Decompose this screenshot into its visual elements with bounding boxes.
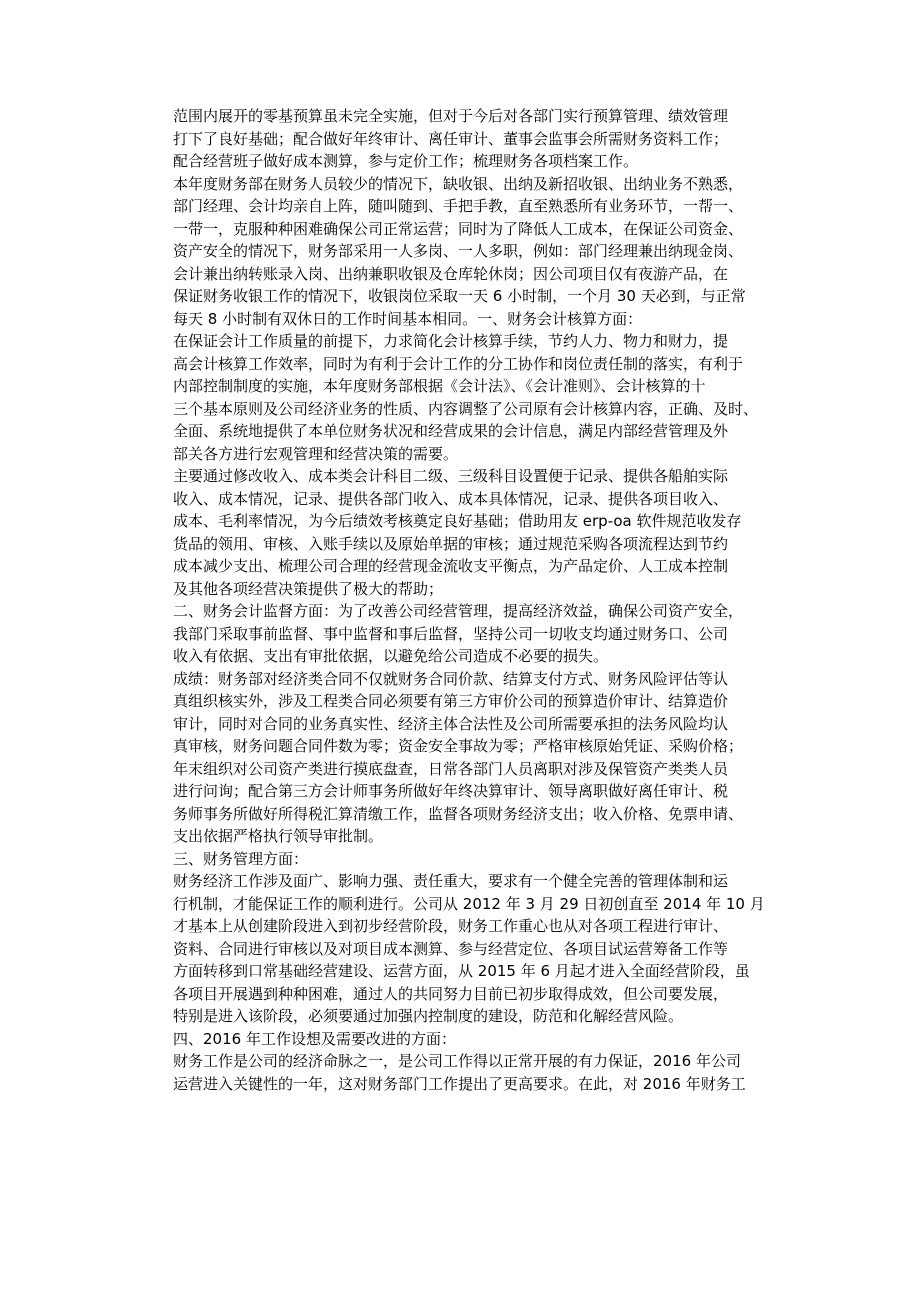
text-line: 会计兼出纳转账录入岗、出纳兼职收银及仓库轮休岗；因公司项目仅有夜游产品，在 bbox=[173, 264, 729, 283]
text-line: 资产安全的情况下，财务部采用一人多岗、一人多职，例如：部门经理兼出纳现金岗、 bbox=[173, 242, 744, 260]
paragraph-2016-plan bbox=[173, 1050, 773, 1095]
paragraph-accounting bbox=[173, 330, 773, 465]
text-line: 部门经理、会计均亲自上阵，随叫随到、手把手教，直至熟悉所有业务环节，一帮一、 bbox=[173, 197, 744, 215]
text-line: 行机制，才能保证工作的顺利进行。公司从 2012 年 3 月 29 日初创直至 2014 年 10 月 bbox=[173, 894, 765, 913]
text-line: 特别是进入该阶段，必须要通过加强内控制度的建设，防范和化解经营风险。 bbox=[173, 1007, 684, 1025]
paragraph-achievements bbox=[173, 668, 773, 848]
text-line: 部关各方进行宏观管理和经营决策的需要。 bbox=[173, 444, 459, 463]
text-line: 资料、合同进行审核以及对项目成本测算、参与经营定位、各项目试运营筹备工作等 bbox=[173, 939, 729, 958]
text-line: 才基本上从创建阶段进入到初步经营阶段，财务工作重心也从对各项工程进行审计、 bbox=[173, 917, 729, 935]
paragraph-staffing bbox=[173, 173, 773, 331]
text-line: 成本、毛利率情况，为今后绩效考核奠定良好基础；借助用友 erp-oa 软件规范收发存 bbox=[173, 512, 742, 530]
text-line: 一带一，克服种种困难确保公司正常运营；同时为了降低人工成本，在保证公司资金、 bbox=[173, 219, 744, 238]
paragraph-management bbox=[173, 870, 773, 1028]
text-line: 成绩：财务部对经济类合同不仅就财务合同价款、结算支付方式、财务风险评估等认 bbox=[173, 669, 729, 688]
text-line: 支出依据严格执行领导审批制。 bbox=[173, 827, 384, 845]
section-heading: 三、财务管理方面： bbox=[173, 849, 309, 868]
text-line: 真审核，财务问题合同件数为零；资金安全事故为零；严格审核原始凭证、采购价格； bbox=[173, 737, 744, 755]
paragraph-supervision bbox=[173, 600, 773, 668]
text-line: 内部控制制度的实施，本年度财务部根据《会计法》、《会计准则》、会计核算的十 bbox=[173, 377, 706, 395]
text-line: 运营进入关键性的一年，这对财务部门工作提出了更高要求。在此，对 2016 年财务工 bbox=[173, 1074, 746, 1093]
text-line: 各项目开展遇到种种困难，通过人的共同努力目前已初步取得成效，但公司要发展， bbox=[173, 984, 729, 1003]
text-line: 方面转移到口常基础经营建设、运营方面，从 2015 年 6 月起才进入全面经营阶段，虽 bbox=[173, 962, 750, 980]
text-line: 收入有依据、支出有审批依据，以避免给公司造成不必要的损失。 bbox=[173, 647, 609, 665]
text-line: 年末组织对公司资产类进行摸底盘查，日常各部门人员离职对涉及保管资产类类人员 bbox=[173, 759, 729, 778]
text-line: 配合经营班子做好成本测算，参与定价工作；梳理财务各项档案工作。 bbox=[173, 152, 639, 170]
text-line: 成本减少支出、梳理公司合理的经营现金流收支平衡点，为产品定价、人工成本控制 bbox=[173, 557, 729, 575]
text-line: 打下了良好基础；配合做好年终审计、离任审计、董事会监事会所需财务资料工作； bbox=[173, 129, 729, 148]
text-line: 财务经济工作涉及面广、影响力强、责任重大，要求有一个健全完善的管理体制和运 bbox=[173, 872, 729, 890]
paragraph-budget-summary bbox=[173, 105, 773, 173]
text-line: 每天 8 小时制有双休日的工作时间基本相同。一、财务会计核算方面： bbox=[173, 309, 643, 328]
text-line: 二、财务会计监督方面：为了改善公司经营管理，提高经济效益，确保公司资产安全， bbox=[173, 602, 744, 620]
text-line: 务师事务所做好所得税汇算清缴工作，监督各项财务经济支出；收入价格、免票申请、 bbox=[173, 804, 744, 823]
text-line: 范围内展开的零基预算虽未完全实施，但对于今后对各部门实行预算管理、绩效管理 bbox=[173, 107, 729, 125]
section-heading: 四、2016 年工作设想及需要改进的方面： bbox=[173, 1029, 456, 1048]
paragraph-cost-accounts bbox=[173, 465, 773, 600]
text-line: 进行问询；配合第三方会计师事务所做好年终决算审计、领导离职做好离任审计、税 bbox=[173, 782, 729, 800]
text-line: 真组织核实外，涉及工程类合同必须要有第三方审价公司的预算造价审计、结算造价 bbox=[173, 692, 729, 710]
heading-financial-management bbox=[173, 848, 773, 871]
text-line: 审计，同时对合同的业务真实性、经济主体合法性及公司所需要承担的法务风险均认 bbox=[173, 714, 729, 733]
text-line: 三个基本原则及公司经济业务的性质、内容调整了公司原有会计核算内容，正确、及时、 bbox=[173, 399, 759, 418]
text-line: 本年度财务部在财务人员较少的情况下，缺收银、出纳及新招收银、出纳业务不熟悉， bbox=[173, 174, 744, 193]
text-line: 全面、系统地提供了本单位财务状况和经营成果的会计信息，满足内部经营管理及外 bbox=[173, 422, 729, 440]
document-body bbox=[173, 105, 773, 1095]
text-line: 货品的领用、审核、入账手续以及原始单据的审核；通过规范采购各项流程达到节约 bbox=[173, 534, 729, 553]
text-line: 高会计核算工作效率，同时为有利于会计工作的分工协作和岗位责任制的落实，有利于 bbox=[173, 354, 744, 373]
text-line: 收入、成本情况，记录、提供各部门收入、成本具体情况，记录、提供各项目收入、 bbox=[173, 489, 729, 508]
text-line: 我部门采取事前监督、事中监督和事后监督，坚持公司一切收支均通过财务口、公司 bbox=[173, 624, 729, 643]
text-line: 财务工作是公司的经济命脉之一，是公司工作得以正常开展的有力保证，2016 年公司 bbox=[173, 1052, 741, 1070]
text-line: 主要通过修改收入、成本类会计科目二级、三级科目设置便于记录、提供各船舶实际 bbox=[173, 467, 729, 485]
text-line: 及其他各项经营决策提供了极大的帮助； bbox=[173, 579, 444, 598]
text-line: 在保证会计工作质量的前提下，力求简化会计核算手续，节约人力、物力和财力，提 bbox=[173, 332, 729, 350]
text-line: 保证财务收银工作的情况下，收银岗位采取一天 6 小时制，一个月 30 天必到，与正常 bbox=[173, 287, 746, 305]
heading-2016-plan bbox=[173, 1028, 773, 1051]
